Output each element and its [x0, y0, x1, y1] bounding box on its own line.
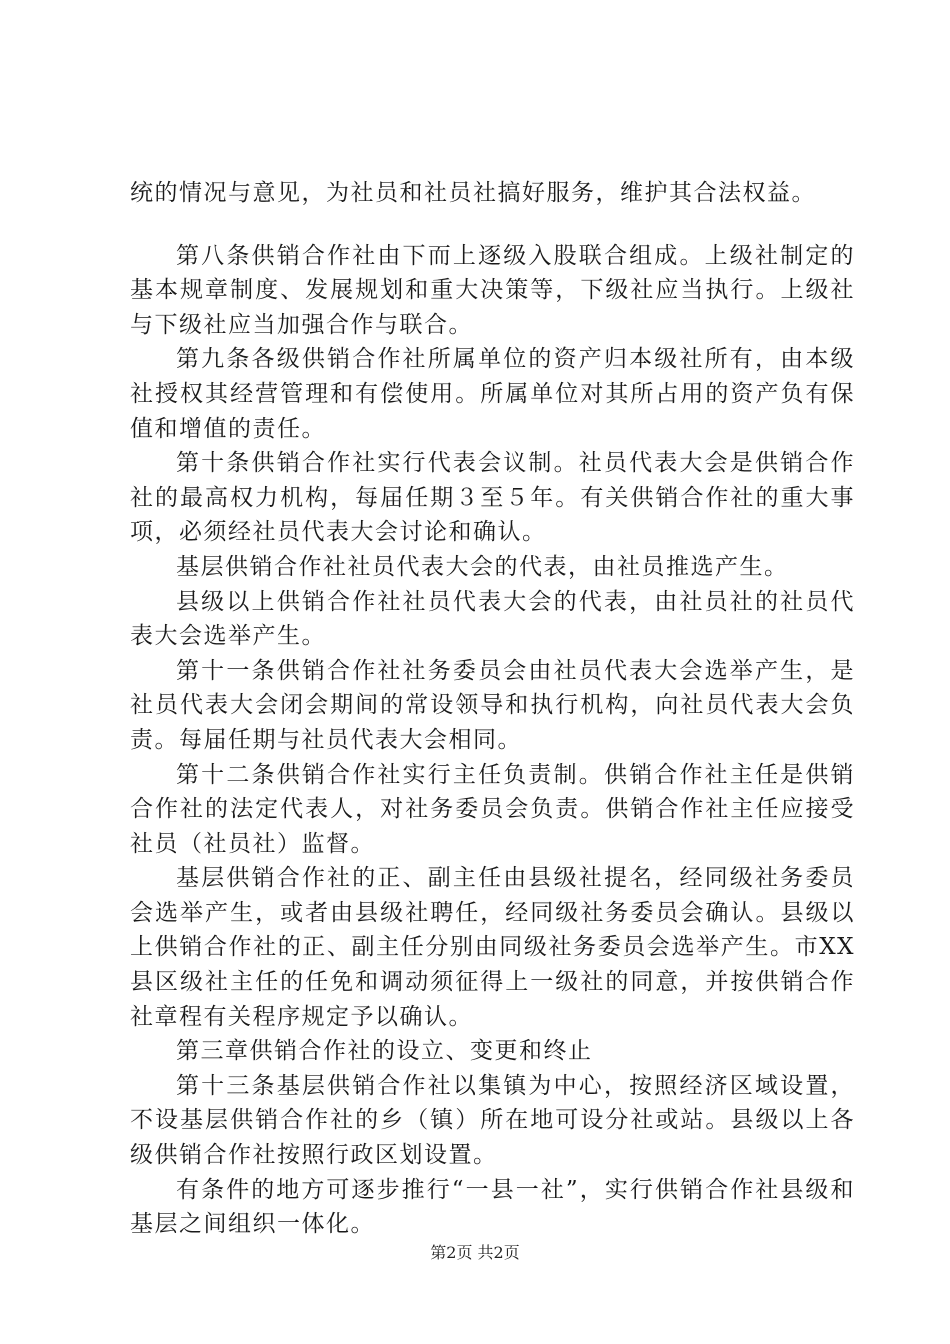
paragraph-director-appointment: 基层供销合作社的正、副主任由县级社提名，经同级社务委员会选举产生，或者由县级社聘任，经同级社务委员会确认。县级以上供销合作社的正、副主任分别由同级社务委员会选举产生。市XX县区级社主任的任免和调动须征得上一级社的同意，并按供销合作社章程有关程序规定予以确认。 — [130, 865, 855, 1030]
paragraph-article-12: 第十二条供销合作社实行主任负责制。供销合作社主任是供销合作社的法定代表人，对社务委员会负责。供销合作社主任应接受社员（社员社）监督。 — [130, 761, 855, 857]
paragraph-one-county-one-coop: 有条件的地方可逐步推行“一县一社”，实行供销合作社县级和基层之间组织一体化。 — [130, 1176, 855, 1238]
paragraph-article-10: 第十条供销合作社实行代表会议制。社员代表大会是供销合作社的最高权力机构，每届任期３至５年。有关供销合作社的重大事项，必须经社员代表大会讨论和确认。 — [130, 450, 855, 546]
document-body — [130, 176, 855, 1242]
page-number-footer: 第2页 共2页 — [430, 1243, 520, 1262]
paragraph-grassroots-delegates: 基层供销合作社社员代表大会的代表，由社员推选产生。 — [176, 553, 789, 580]
paragraph-article-11: 第十一条供销合作社社务委员会由社员代表大会选举产生，是社员代表大会闭会期间的常设领导和执行机构，向社员代表大会负责。每届任期与社员代表大会相同。 — [130, 657, 855, 753]
paragraph-county-delegates: 县级以上供销合作社社员代表大会的代表，由社员社的社员代表大会选举产生。 — [130, 588, 855, 650]
paragraph-continuation: 统的情况与意见，为社员和社员社搞好服务，维护其合法权益。 — [130, 180, 816, 206]
chapter-heading: 第三章供销合作社的设立、变更和终止 — [176, 1038, 593, 1065]
paragraph-article-13: 第十三条基层供销合作社以集镇为中心，按照经济区域设置，不设基层供销合作社的乡（镇）所在地可设分社或站。县级以上各级供销合作社按照行政区划设置。 — [130, 1072, 855, 1169]
paragraph-article-9: 第九条各级供销合作社所属单位的资产归本级社所有，由本级社授权其经营管理和有偿使用。所属单位对其所占用的资产负有保值和增值的责任。 — [130, 346, 855, 442]
paragraph-article-8: 第八条供销合作社由下而上逐级入股联合组成。上级社制定的基本规章制度、发展规划和重大决策等，下级社应当执行。上级社与下级社应当加强合作与联合。 — [130, 242, 855, 338]
